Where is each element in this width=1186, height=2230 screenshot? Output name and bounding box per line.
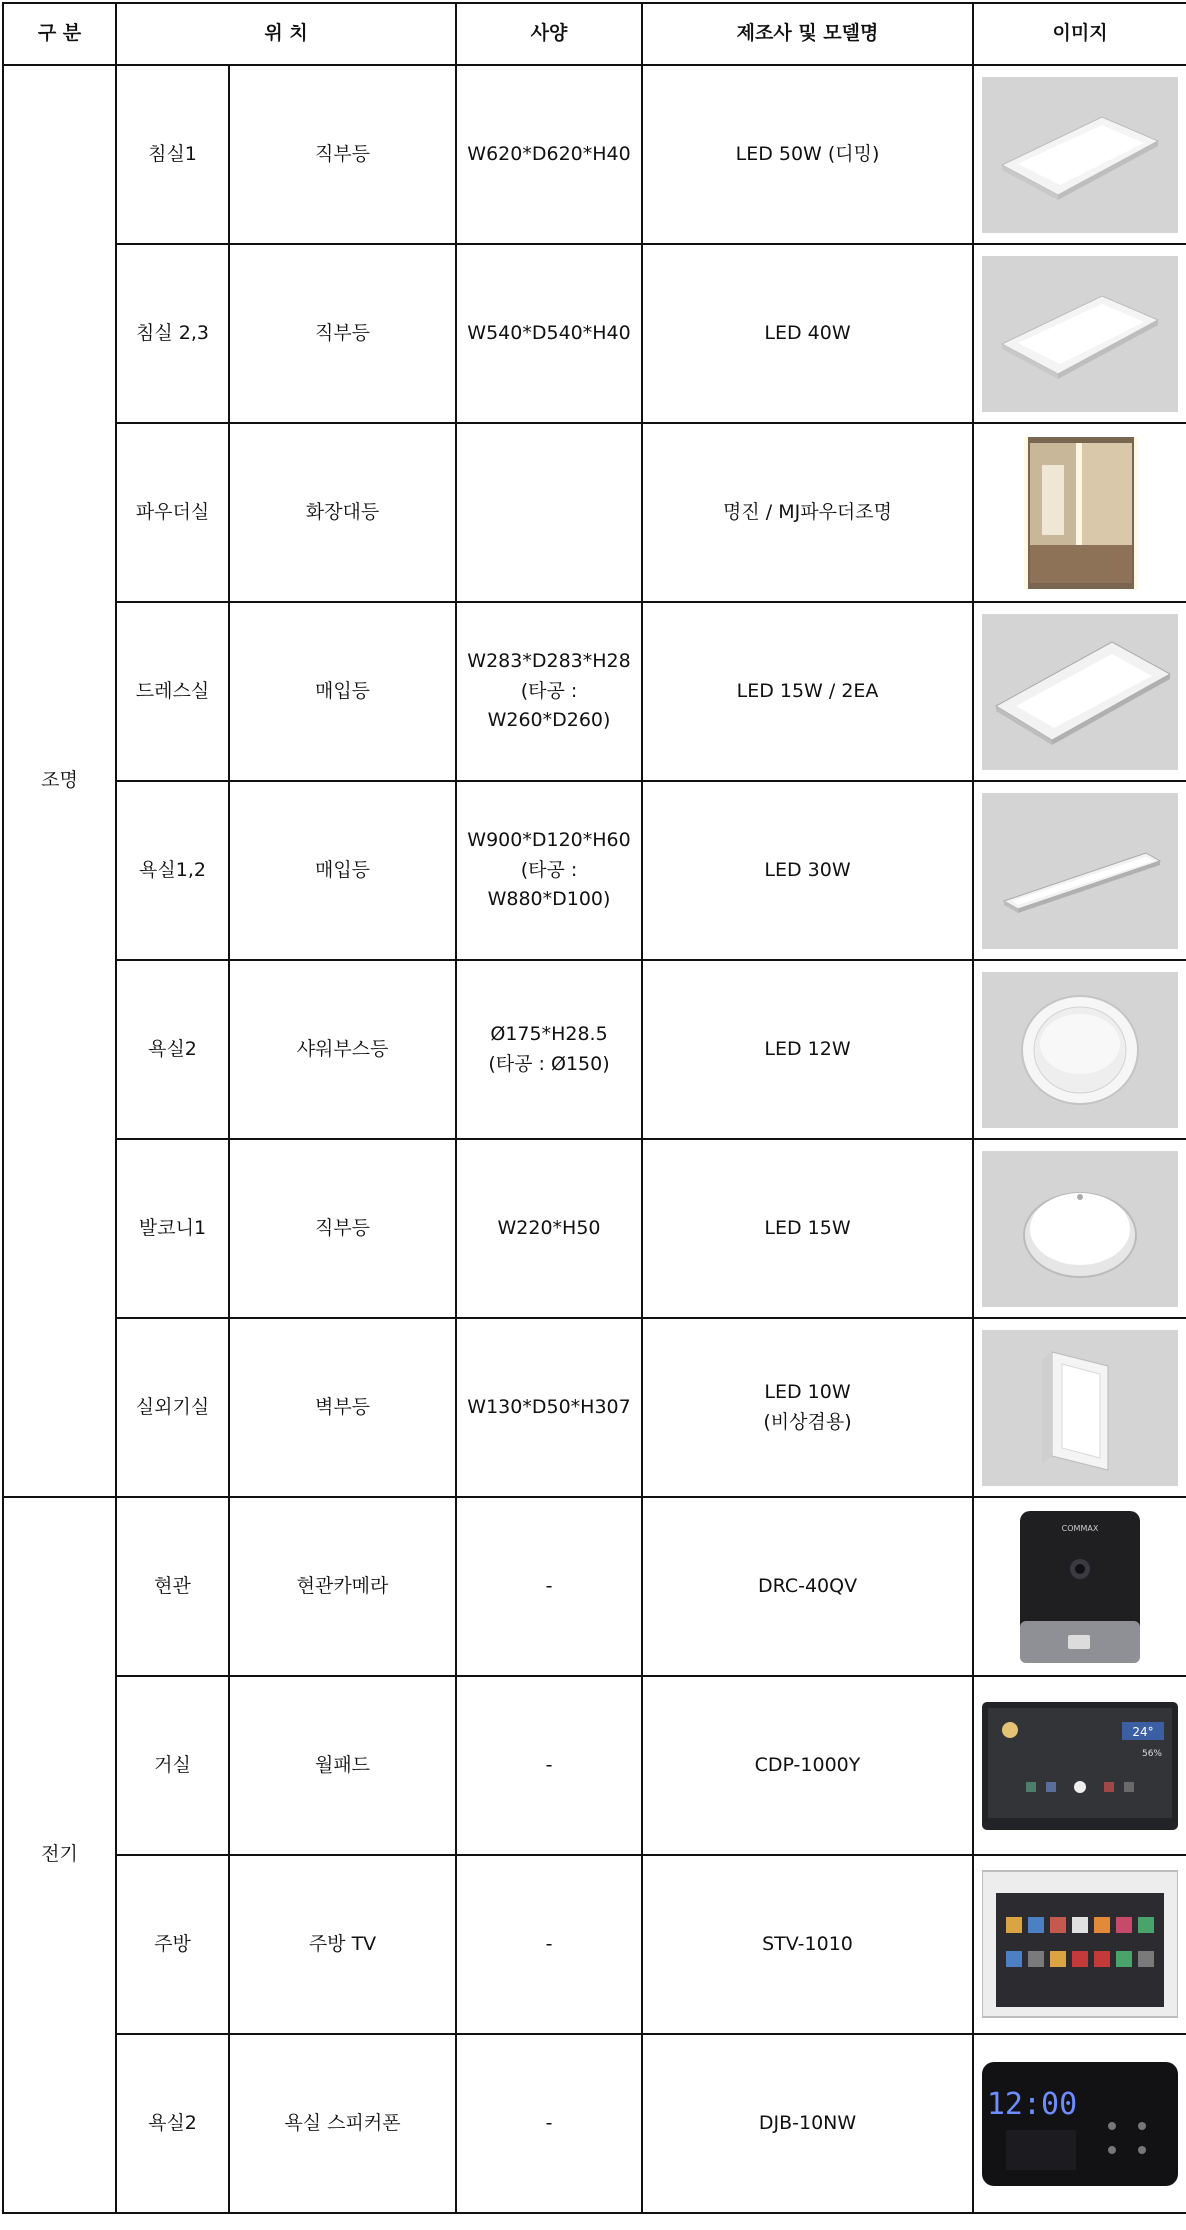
row-item: 직부등 <box>229 1139 456 1318</box>
row-item: 월패드 <box>229 1676 456 1855</box>
category-electric: 전기 <box>3 1497 116 2213</box>
row-spec <box>456 423 642 602</box>
kitchen-tv-image <box>982 1867 1178 2023</box>
row-spec: W130*D50*H307 <box>456 1318 642 1497</box>
row-spec: W900*D120*H60 (타공 : W880*D100) <box>456 781 642 960</box>
row-item: 샤워부스등 <box>229 960 456 1139</box>
row-item: 벽부등 <box>229 1318 456 1497</box>
row-model: LED 10W (비상겸용) <box>642 1318 973 1497</box>
row-room: 주방 <box>116 1855 229 2034</box>
row-spec: - <box>456 1855 642 2034</box>
device-humidity: 56% <box>1142 1748 1163 1759</box>
row-model: LED 40W <box>642 244 973 423</box>
row-image <box>973 2034 1186 2213</box>
header-image: 이미지 <box>973 3 1186 65</box>
row-spec: Ø175*H28.5 (타공 : Ø150) <box>456 960 642 1139</box>
row-image <box>973 1676 1186 1855</box>
row-room: 파우더실 <box>116 423 229 602</box>
round-flat-light-image <box>982 972 1178 1128</box>
header-category: 구 분 <box>3 3 116 65</box>
row-item: 욕실 스피커폰 <box>229 2034 456 2213</box>
row-room: 거실 <box>116 1676 229 1855</box>
row-room: 드레스실 <box>116 602 229 781</box>
table-row <box>3 1497 1186 1676</box>
recessed-square-light-image <box>982 614 1178 770</box>
row-model: CDP-1000Y <box>642 1676 973 1855</box>
square-panel-light-image <box>982 77 1178 233</box>
table-row <box>3 1676 1186 1855</box>
table-row <box>3 423 1186 602</box>
row-spec: W220*H50 <box>456 1139 642 1318</box>
row-model: LED 12W <box>642 960 973 1139</box>
row-image <box>973 244 1186 423</box>
table-row <box>3 65 1186 244</box>
row-item: 화장대등 <box>229 423 456 602</box>
row-image <box>973 1497 1186 1676</box>
row-spec: - <box>456 1676 642 1855</box>
table-row <box>3 1855 1186 2034</box>
row-spec: W283*D283*H28 (타공 : W260*D260) <box>456 602 642 781</box>
row-spec: - <box>456 1497 642 1676</box>
table-row <box>3 960 1186 1139</box>
row-room: 침실1 <box>116 65 229 244</box>
row-model: LED 15W / 2EA <box>642 602 973 781</box>
table-row <box>3 1318 1186 1497</box>
row-image <box>973 1318 1186 1497</box>
row-model: STV-1010 <box>642 1855 973 2034</box>
row-image <box>973 781 1186 960</box>
table-row <box>3 1139 1186 1318</box>
row-item: 현관카메라 <box>229 1497 456 1676</box>
powder-room-mirror-light-image <box>982 435 1178 591</box>
square-panel-light-image <box>982 256 1178 412</box>
row-item: 매입등 <box>229 602 456 781</box>
table-row <box>3 244 1186 423</box>
row-image <box>973 602 1186 781</box>
row-model: DJB-10NW <box>642 2034 973 2213</box>
row-item: 매입등 <box>229 781 456 960</box>
row-model: LED 30W <box>642 781 973 960</box>
row-room: 발코니1 <box>116 1139 229 1318</box>
row-model: LED 15W <box>642 1139 973 1318</box>
bathroom-speakerphone-image <box>982 2046 1178 2202</box>
spec-table <box>2 2 1186 2214</box>
table-header <box>3 3 1186 65</box>
wallpad-image <box>982 1688 1178 1844</box>
header-location: 위 치 <box>116 3 456 65</box>
category-lighting: 조명 <box>3 65 116 1497</box>
row-image <box>973 423 1186 602</box>
table-row <box>3 781 1186 960</box>
row-image <box>973 1139 1186 1318</box>
row-model: DRC-40QV <box>642 1497 973 1676</box>
row-room: 침실 2,3 <box>116 244 229 423</box>
row-model: LED 50W (디밍) <box>642 65 973 244</box>
device-temperature: 24° <box>1132 1724 1154 1739</box>
row-image <box>973 1855 1186 2034</box>
device-brand: COMMAX <box>1061 1523 1099 1533</box>
row-item: 직부등 <box>229 65 456 244</box>
table-row <box>3 2034 1186 2213</box>
wall-mounted-light-image <box>982 1330 1178 1486</box>
row-spec: - <box>456 2034 642 2213</box>
door-camera-image <box>982 1509 1178 1665</box>
row-image <box>973 960 1186 1139</box>
row-spec: W620*D620*H40 <box>456 65 642 244</box>
row-room: 욕실2 <box>116 2034 229 2213</box>
row-item: 주방 TV <box>229 1855 456 2034</box>
row-room: 욕실1,2 <box>116 781 229 960</box>
row-room: 욕실2 <box>116 960 229 1139</box>
row-room: 실외기실 <box>116 1318 229 1497</box>
header-maker: 제조사 및 모델명 <box>642 3 973 65</box>
device-clock: 12:00 <box>986 2086 1078 2122</box>
row-room: 현관 <box>116 1497 229 1676</box>
row-item: 직부등 <box>229 244 456 423</box>
round-surface-light-image <box>982 1151 1178 1307</box>
row-spec: W540*D540*H40 <box>456 244 642 423</box>
linear-recessed-light-image <box>982 793 1178 949</box>
row-model: 명진 / MJ파우더조명 <box>642 423 973 602</box>
row-image <box>973 65 1186 244</box>
table-row <box>3 602 1186 781</box>
header-spec: 사양 <box>456 3 642 65</box>
